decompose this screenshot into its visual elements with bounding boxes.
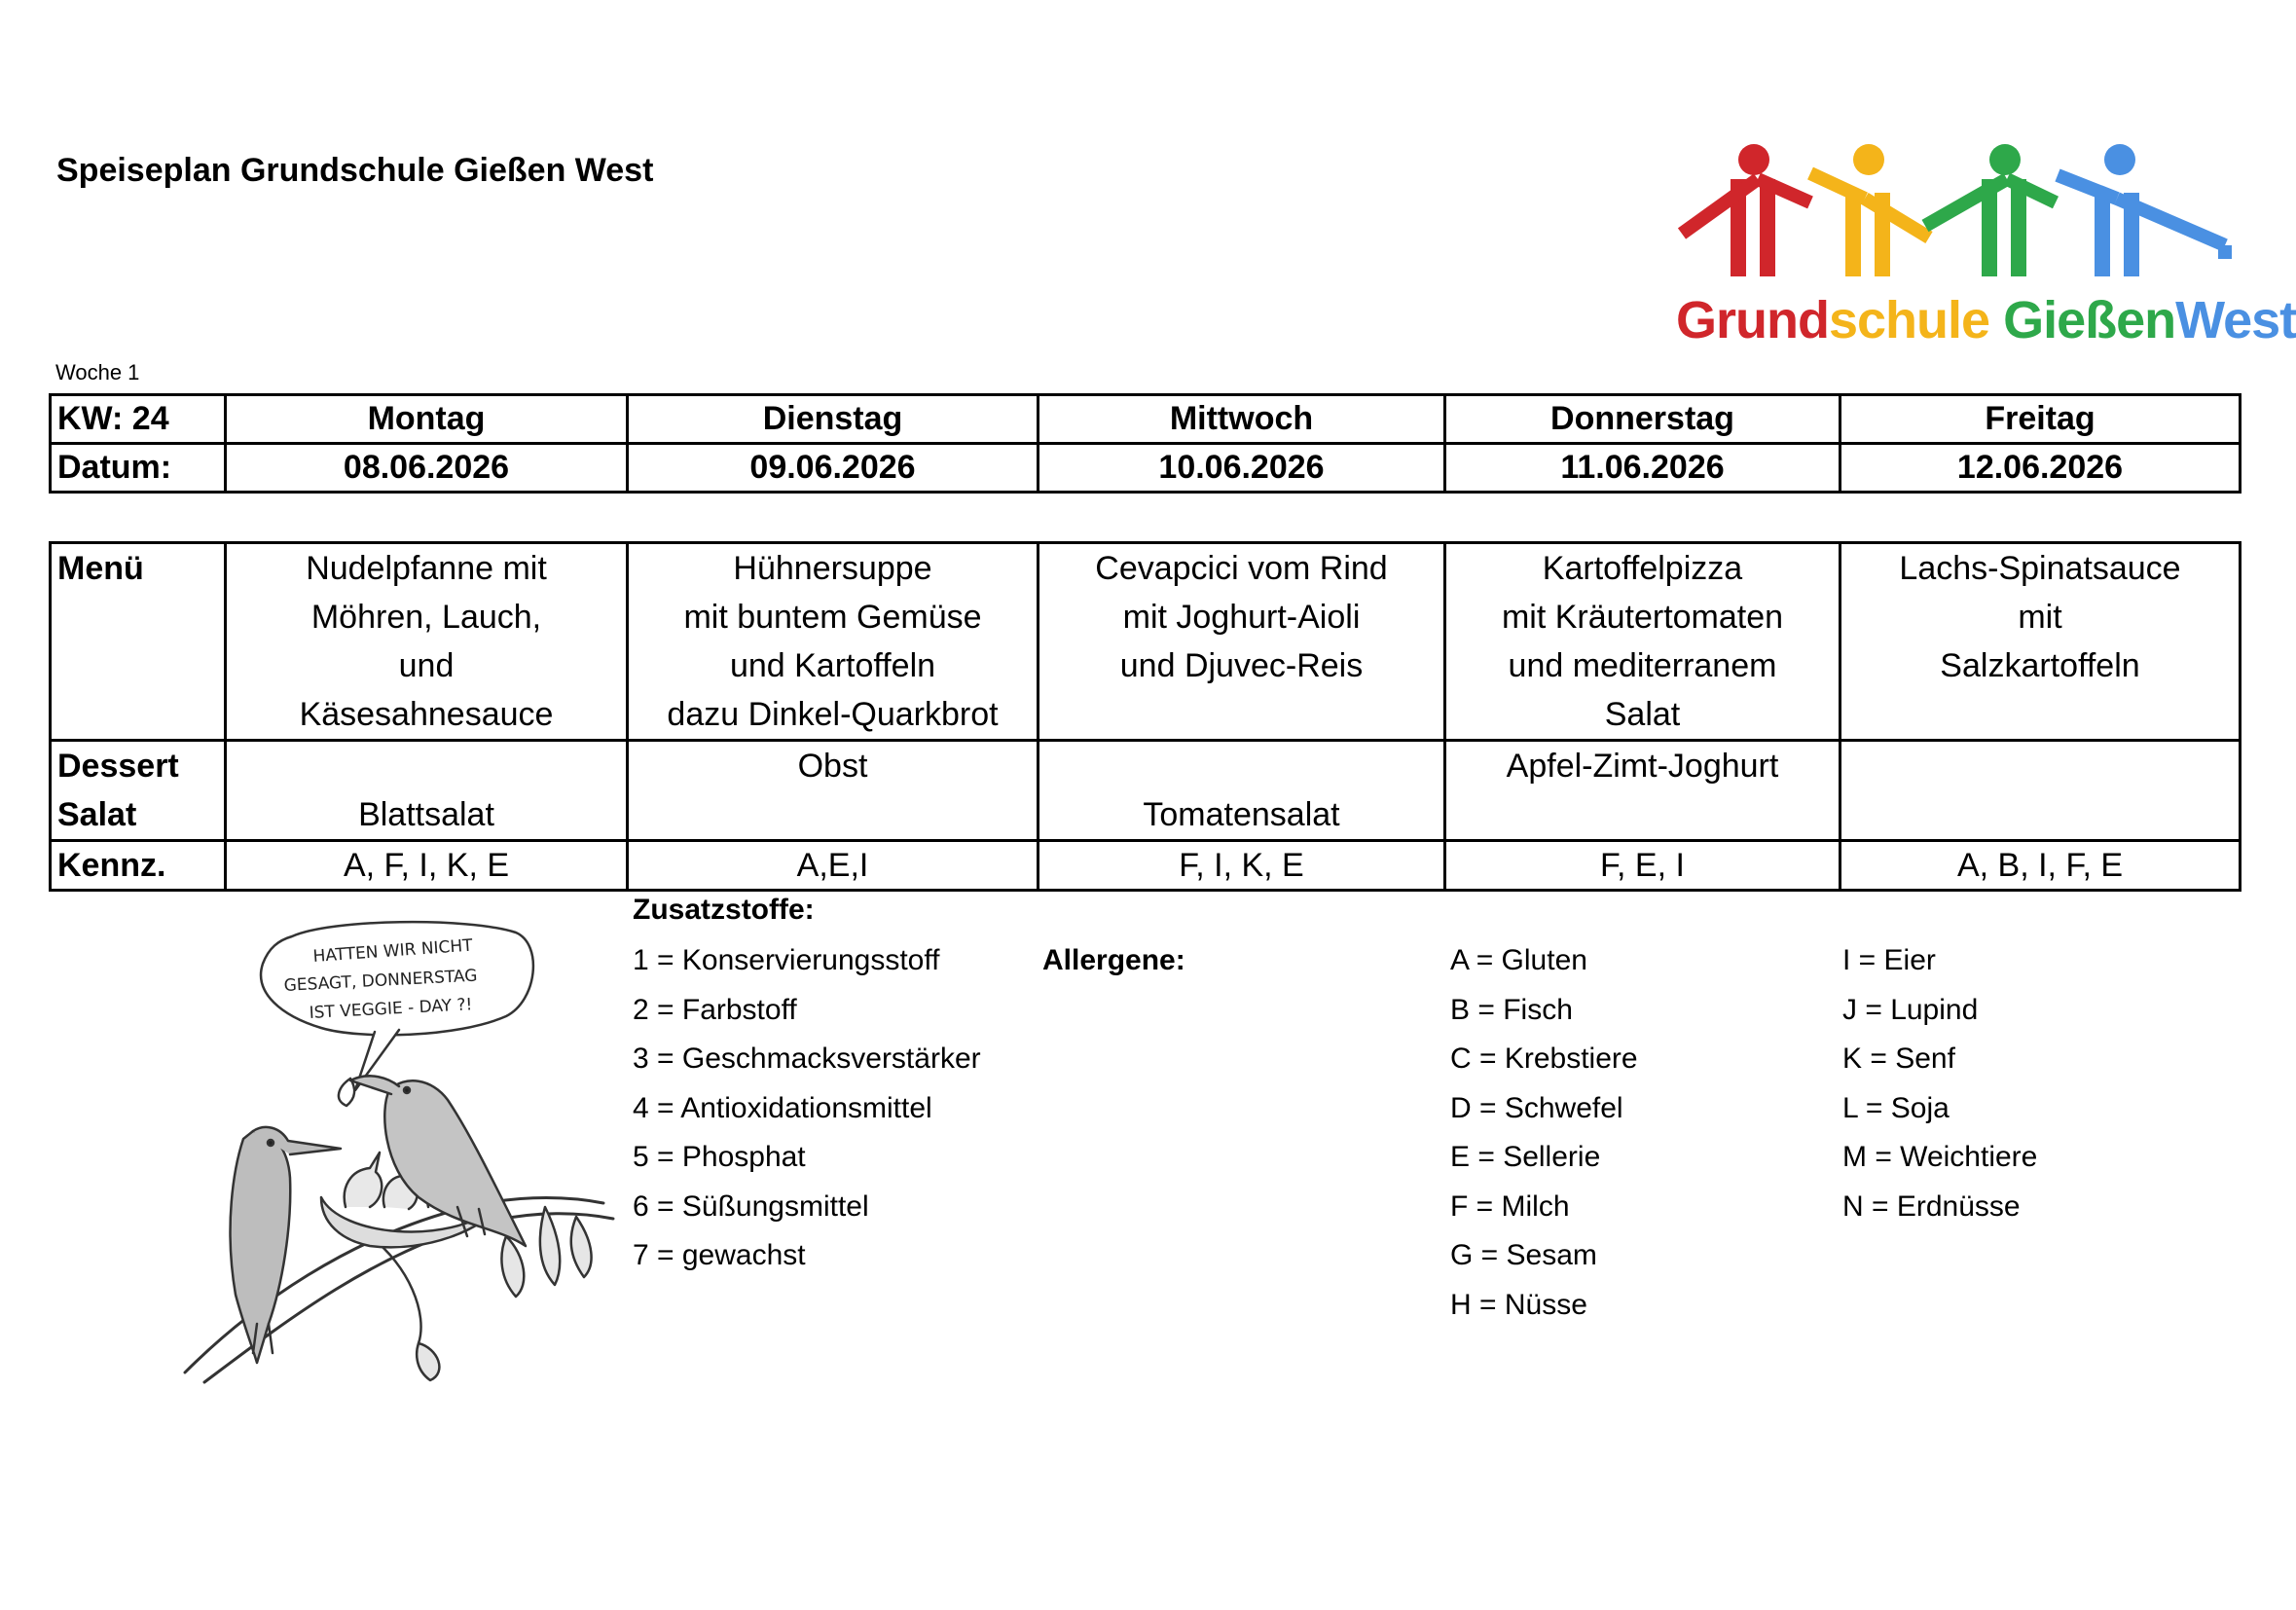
allergen-item: F = Milch [1450, 1189, 1570, 1223]
menu-cell [628, 543, 1039, 741]
zusatz-item: 7 = gewachst [633, 1239, 806, 1271]
day-name: Montag [226, 395, 628, 444]
logo-figure-red [1682, 144, 1810, 276]
allergen-item: M = Weichtiere [1842, 1141, 2038, 1173]
menu-line: Hühnersuppe [733, 550, 932, 587]
logo-text-part: schule [1828, 291, 2004, 349]
kennz-cell: A,E,I [628, 841, 1039, 891]
speech-line: IST VEGGIE - DAY ?! [309, 995, 473, 1023]
allergene-list-1 [1450, 936, 1638, 1330]
zusatz-item: 6 = Süßungsmittel [633, 1189, 869, 1223]
menu-line: dazu Dinkel-Quarkbrot [667, 696, 999, 733]
menu-line: Kartoffelpizza [1542, 550, 1743, 587]
day-name: Dienstag [628, 395, 1039, 444]
speech-bubble [261, 922, 533, 1090]
logo-figure-yellow [1810, 144, 1929, 276]
datum-label: Datum: [51, 444, 226, 493]
salat-label: Salat [57, 796, 137, 833]
allergen-item: J = Lupind [1842, 993, 1979, 1026]
menu-line: mit [2018, 599, 2062, 636]
menu-line: Lachs-Spinatsauce [1899, 550, 2181, 587]
allergen-item: K = Senf [1842, 1043, 1955, 1075]
dessert-salat-cell [226, 741, 628, 841]
allergen-item: E = Sellerie [1450, 1141, 1601, 1173]
menu-line: Nudelpfanne mit [306, 550, 547, 587]
dessert-text: Obst [797, 748, 868, 785]
logo-text-part: Grund [1676, 291, 1829, 349]
day-date: 11.06.2026 [1445, 444, 1840, 493]
salat-text: Blattsalat [358, 796, 494, 833]
dessert-label: Dessert [57, 748, 179, 785]
day-name: Freitag [1840, 395, 2241, 444]
kennz-cell: F, E, I [1445, 841, 1840, 891]
menu-line: mit Joghurt-Aioli [1122, 599, 1361, 636]
day-date: 08.06.2026 [226, 444, 628, 493]
logo-figure-blue [2058, 144, 2225, 276]
zusatz-item: 3 = Geschmacksverstärker [633, 1043, 981, 1075]
salat-text: Tomatensalat [1143, 796, 1340, 833]
allergen-item: N = Erdnüsse [1842, 1189, 2021, 1223]
speech-line: HATTEN WIR NICHT [311, 935, 474, 967]
menu-line: und mediterranem [1508, 647, 1777, 684]
allergen-item: L = Soja [1842, 1091, 1950, 1124]
zusatz-title: Zusatzstoffe: [633, 894, 815, 926]
zusatz-list [633, 936, 981, 1281]
allergen-item: B = Fisch [1450, 993, 1573, 1026]
menu-line: Möhren, Lauch, [310, 599, 542, 636]
zusatz-item: 4 = Antioxidationsmittel [633, 1091, 932, 1124]
dessert-salat-cell [1039, 741, 1445, 841]
week-label: Woche 1 [55, 360, 140, 384]
menu-cell [1840, 543, 2241, 741]
dessert-salat-label [51, 741, 226, 841]
logo-text-part: Gießen [2003, 291, 2176, 349]
menu-line: Käsesahnesauce [299, 696, 554, 733]
dessert-salat-cell [628, 741, 1039, 841]
logo-text-part: West [2175, 291, 2296, 349]
zusatz-item: 1 = Konservierungsstoff [633, 944, 940, 976]
weekday-row [51, 395, 2241, 444]
menu-line: mit Kräutertomaten [1501, 599, 1784, 636]
speech-line: GESAGT, DONNERSTAG [283, 966, 478, 996]
menu-line: Salzkartoffeln [1940, 647, 2140, 684]
day-name: Mittwoch [1039, 395, 1445, 444]
page-title: Speiseplan Grundschule Gießen West [56, 152, 654, 189]
menu-line: und Kartoffeln [729, 647, 936, 684]
kennz-cell: A, B, I, F, E [1840, 841, 2241, 891]
kennz-label: Kennz. [51, 841, 226, 891]
allergen-item: D = Schwefel [1450, 1091, 1623, 1124]
allergen-item: G = Sesam [1450, 1239, 1597, 1271]
allergene-title: Allergene: [1042, 944, 1185, 976]
menu-line: Cevapcici vom Rind [1095, 550, 1388, 587]
dessert-salat-cell [1840, 741, 2241, 841]
dessert-salat-cell [1445, 741, 1840, 841]
day-date: 09.06.2026 [628, 444, 1039, 493]
day-date: 12.06.2026 [1840, 444, 2241, 493]
zusatz-item: 5 = Phosphat [633, 1141, 806, 1173]
bird-cartoon [175, 915, 623, 1392]
menu-cell [1039, 543, 1445, 741]
dessert-salat-row [51, 741, 2241, 841]
allergen-item: A = Gluten [1450, 944, 1587, 976]
menu-label: Menü [51, 543, 226, 741]
menu-cell [1445, 543, 1840, 741]
zusatz-item: 2 = Farbstoff [633, 993, 797, 1026]
logo-wordmark [1676, 290, 2296, 350]
day-date: 10.06.2026 [1039, 444, 1445, 493]
menu-line: und [398, 647, 455, 684]
dessert-text: Apfel-Zimt-Joghurt [1506, 748, 1779, 785]
logo-figure-green [1925, 144, 2056, 276]
allergen-item: I = Eier [1842, 944, 1936, 976]
schedule-header-table [49, 393, 2241, 494]
menu-line: und Djuvec-Reis [1119, 647, 1364, 684]
menu-line: mit buntem Gemüse [683, 599, 982, 636]
menu-cell [226, 543, 628, 741]
day-name: Donnerstag [1445, 395, 1840, 444]
allergene-list-2 [1842, 936, 2037, 1231]
menu-line: Salat [1604, 696, 1681, 733]
allergen-item: H = Nüsse [1450, 1288, 1587, 1321]
date-row [51, 444, 2241, 493]
allergen-item: C = Krebstiere [1450, 1043, 1638, 1075]
menu-row [51, 543, 2241, 741]
kennz-cell: F, I, K, E [1039, 841, 1445, 891]
menu-table [49, 541, 2241, 892]
kennz-cell: A, F, I, K, E [226, 841, 628, 891]
kw-label: KW: 24 [51, 395, 226, 444]
kennz-row [51, 841, 2241, 891]
